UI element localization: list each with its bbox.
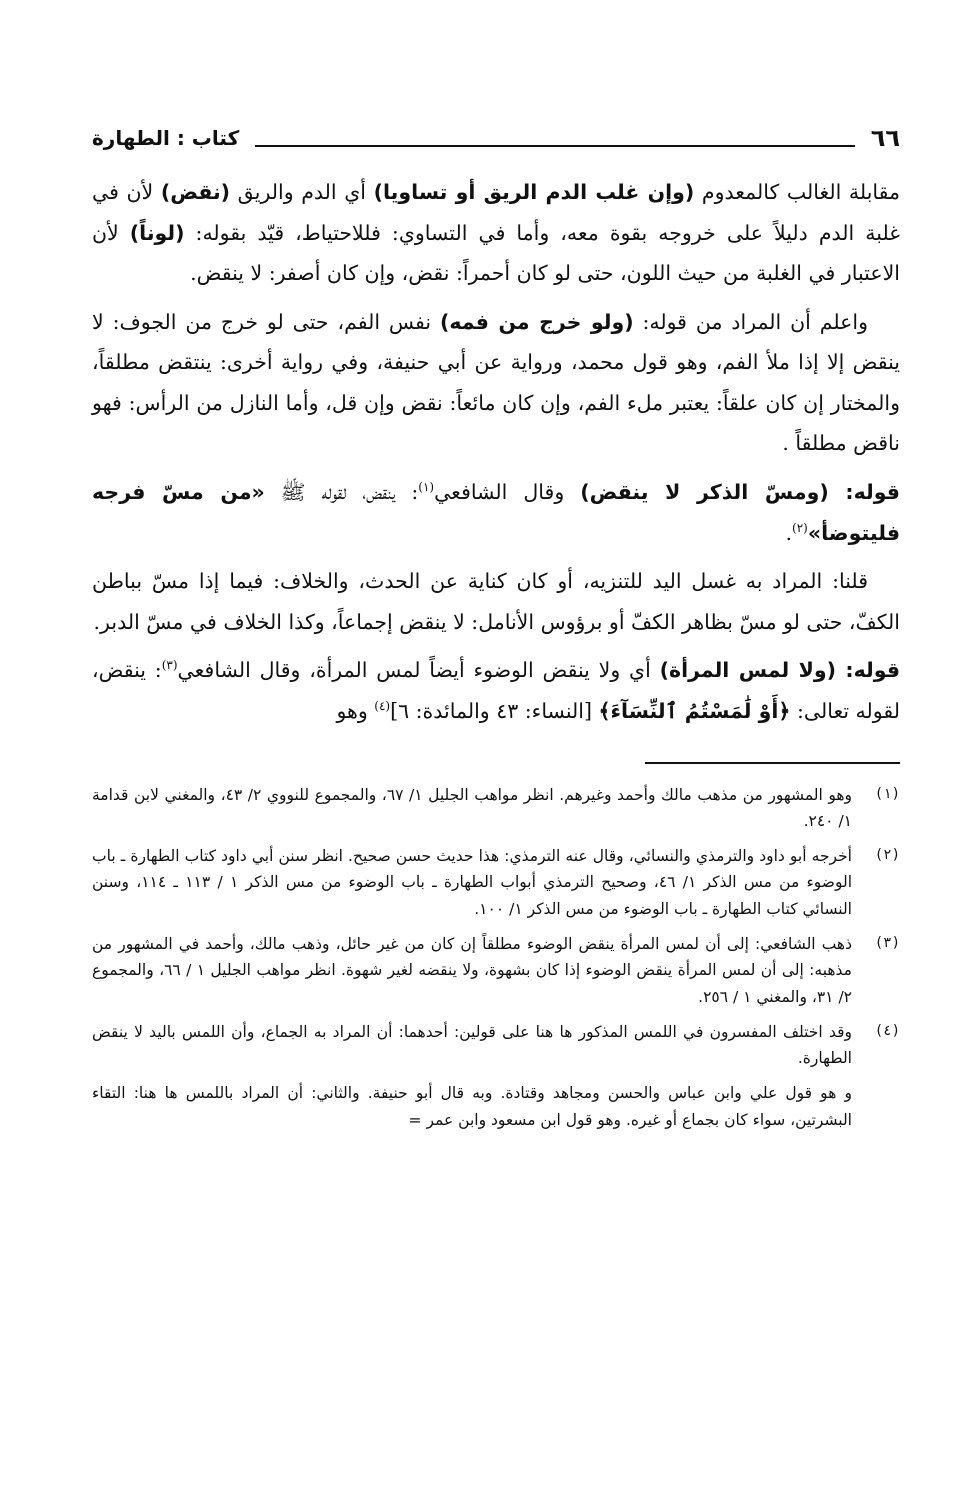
text-run: .	[785, 520, 793, 545]
text-run: نفس الفم، حتى لو خرج من الجوف: لا ينقض إلا إذا ملأ الفم، وهو قول محمد، ورواية عن أبي حنيفة، وفي رواية أخرى: ينتقض مطلقاً، والمختار إن كان علقاً: يعتبر ملء الفم، وإن كان مائعاً: نقض وإن قل، وأما النازل من الرأس: فهو ناقض مطلقاً .	[92, 309, 900, 456]
header-rule	[255, 129, 854, 147]
text-run: لأن في غلبة الدم دليلاً على خروجه بقوة معه، وأما في التساوي: فللاحتياط، قيّد بقوله:	[92, 180, 900, 245]
text-run: مقابلة الغالب كالمعدوم	[694, 180, 901, 204]
bold-matn: (ولو خرج من فمه)	[440, 309, 634, 334]
footnote-number: (٣)	[874, 934, 900, 951]
page-header	[92, 118, 900, 158]
paragraph-4	[92, 561, 900, 642]
footnote-text: ذهب الشافعي: إلى أن لمس المرأة ينقض الوضوء مطلقاً إن كان من غير حائل، وذهب مالك، وأحمد في المشهور من مذهبه: إلى أن لمس المرأة ينقض الوضوء إذا كان بشهوة، ولا ينقضه لغير شهوة. انظر مواهب الجليل ١ / ٦٦، والمجموع ٢/ ٣١، والمغني ١ / ٢٥٦.	[92, 934, 852, 1007]
footnote-1	[92, 782, 900, 835]
text-run: : ينقض، لقوله تعالى:	[92, 658, 900, 723]
footnote-number: (١)	[874, 785, 900, 802]
page-number: ٦٦	[870, 124, 900, 152]
running-title: كتاب : الطهارة	[92, 126, 240, 150]
footnote-ref-2[interactable]: (٢)	[792, 520, 808, 535]
footnote-text: أخرجه أبو داود والترمذي والنسائي، وقال عنه الترمذي: هذا حديث حسن صحيح. انظر سنن أبي داود كتاب الطهارة ـ باب الوضوء من مس الذكر ١/ ٤٦، وصحيح الترمذي أبواب الطهارة ـ باب الوضوء من مس الذكر ١ / ١١٣ ـ ١١٤، وسنن النسائي كتاب الطهارة ـ باب الوضوء من مس الذكر ١/ ١٠٠.	[92, 846, 853, 919]
paragraph-5	[92, 650, 900, 731]
bold-matn: قوله: (ولا لمس المرأة)	[659, 658, 901, 683]
footnotes	[92, 782, 900, 1134]
bold-matn: (نقض)	[160, 180, 231, 204]
text-run: : ينقض، لقوله ﷺ	[264, 480, 419, 505]
hadith-quote: «من مسّ فرجه فليتوضأ»	[92, 480, 900, 545]
footnote-ref-1[interactable]: (١)	[418, 480, 435, 495]
footnote-text: وهو المشهور من مذهب مالك وأحمد وغيرهم. انظر مواهب الجليل ١/ ٦٧، والمجموع للنووي ٢/ ٤٣، والمغني لابن قدامة ١/ ٢٤٠.	[92, 785, 853, 831]
bold-matn: (لوناً)	[129, 220, 185, 245]
footnote-3	[92, 931, 900, 1011]
book-page	[92, 118, 900, 1133]
text-run: أي ولا ينقض الوضوء أيضاً لمس المرأة، وقال الشافعي	[177, 658, 660, 683]
text-run: قلنا: المراد به غسل اليد للتنزيه، أو كان كناية عن الحدث، والخلاف: فيما إذا مسّ بباطن الكفّ، حتى لو مسّ بظاهر الكفّ أو برؤوس الأنامل: لا ينقض إجماعاً، وكذا الخلاف في مسّ الدبر.	[92, 569, 900, 634]
footnote-ref-4[interactable]: (٤)	[374, 699, 391, 714]
footnote-number: (٢)	[874, 846, 900, 863]
paragraph-3	[92, 472, 900, 553]
footnote-divider	[645, 762, 900, 764]
footnote-4-continuation: و هو قول علي وابن عباس والحسن ومجاهد وقتادة. وبه قال أبو حنيفة. والثاني: أن المراد باللمس ها هنا: التقاء البشرتين، سواء كان بجماع أو غيره. وهو قول ابن مسعود وابن عمر =	[92, 1084, 852, 1129]
paragraph-1	[92, 172, 900, 294]
text-run: وهو	[336, 698, 375, 723]
paragraph-2	[92, 302, 900, 464]
text-run: لأن الاعتبار في الغلبة من حيث اللون، حتى لو كان أحمراً: نقض، وإن كان أصفر: لا ينقض.	[92, 220, 900, 286]
text-run: واعلم أن المراد من قوله:	[633, 309, 868, 334]
footnote-ref-3[interactable]: (٣)	[161, 658, 178, 673]
text-run: أي الدم والريق	[230, 180, 374, 204]
footnote-2	[92, 843, 900, 923]
bold-matn: (وإن غلب الدم الريق أو تساويا)	[373, 180, 695, 204]
text-run: وقال الشافعي	[434, 480, 581, 505]
footnote-text: وقد اختلف المفسرون في اللمس المذكور ها هنا على قولين: أحدهما: أن المراد به الجماع، وأن اللمس باليد لا ينقض الطهارة.	[92, 1022, 852, 1068]
text-run: [النساء: ٤٣ والمائدة: ٦]	[390, 698, 599, 723]
footnote-4	[92, 1019, 900, 1072]
bold-matn: قوله: (ومسّ الذكر لا ينقض)	[580, 480, 900, 505]
quran-quote: ﴿أَوْ لَٰمَسْتُمُ ٱلنِّسَآءَ﴾	[598, 698, 791, 723]
footnote-number: (٤)	[874, 1022, 900, 1039]
main-text	[92, 172, 900, 732]
